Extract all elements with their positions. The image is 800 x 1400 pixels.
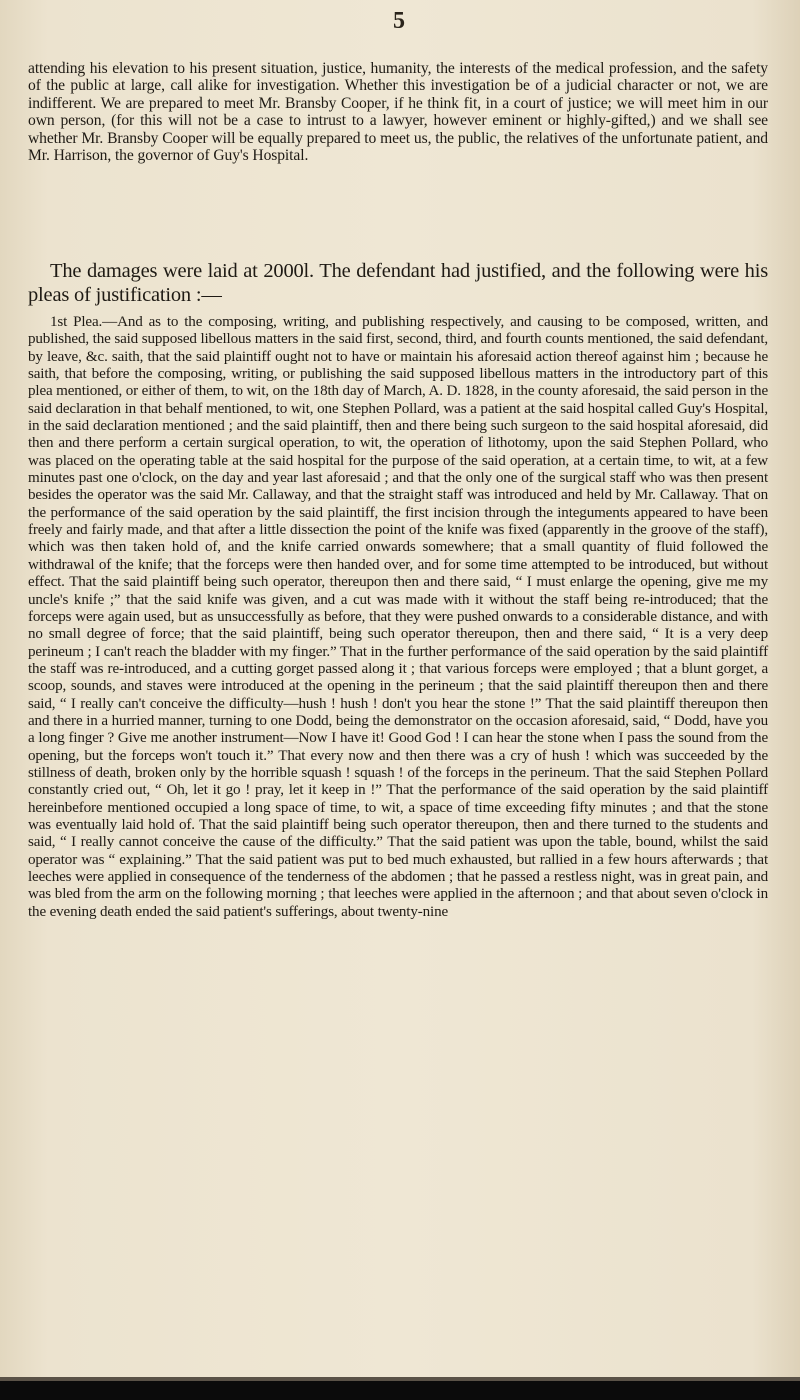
intro-paragraph: attending his elevation to his present situation, justice, humanity, the interests of the medical profession, and the safety of the public at large, call alike for investigation. Whether this investigation be of a judicial character or not, we are indifferent. We are prepared to meet Mr. Bransby Cooper, if he think fit, in a court of justice; we will meet him in our own person, (for this will not be a case to intrust to a lawyer, however eminent or highly-gifted,) and we shall see whether Mr. Bransby Cooper will be equally prepared to meet us, the public, the relatives of the unfortunate patient, and Mr. Harrison, the governor of Guy's Hospital. xyxy=(28,60,768,165)
damages-paragraph: The damages were laid at 2000l. The defendant had justified, and the following were his pleas of justification :— xyxy=(28,260,768,306)
page-number: 5 xyxy=(393,8,405,34)
scan-bottom-border xyxy=(0,1381,800,1400)
plea-paragraph: 1st Plea.—And as to the composing, writing, and publishing respectively, and causing to be composed, written, and published, the said supposed libellous matters in the said first, second, third, and fourth counts mentioned, the said defendant, by leave, &c. saith, that the said plaintiff ought not to have or maintain his aforesaid action thereof against him ; because he saith, that before the composing, writing, or publishing the said supposed libellous matters in the introductory part of this plea mentioned, or either of them, to wit, on the 18th day of March, A. D. 1828, in the county aforesaid, the said person in the said declaration in that behalf mentioned, to wit, one Stephen Pollard, was a patient at the said hospital called Guy's Hospital, in the said declaration mentioned ; and the said plaintiff, then and there being such surgeon to the said hospital aforesaid, did then and there perform a certain surgical operation, to wit, the operation of lithotomy, upon the said Stephen Pollard, who was placed on the operating table at the said hospital for the purpose of the said operation, at a certain time, to wit, at a few minutes past one o'clock, on the day and year last aforesaid ; and that the only one of the surgical staff who was then present besides the operator was the said Mr. Callaway, and that the straight staff was introduced and held by Mr. Callaway. That on the performance of the said operation by the said plaintiff, the first incision through the integuments appeared to have been freely and fairly made, and that after a little dissection the point of the knife was fixed (apparently in the groove of the staff), which was then taken hold of, and the knife carried onwards somewhere; that a small quantity of fluid followed the withdrawal of the knife; that the forceps were then handed over, and for some time attempted to be introduced, but without effect. That the said plaintiff being such operator, thereupon then and there said, “ I must enlarge the opening, give me my uncle's knife ;” that the said knife was given, and a cut was made with it without the staff being re-introduced; that the forceps were again used, but as unsuccessfully as before, that they were pushed onwards to a considerable distance, and with no small degree of force; that the said plaintiff, being such operator thereupon, then and there said, “ It is a very deep perineum ; I can't reach the bladder with my finger.” That in the further performance of the said operation by the said plaintiff the staff was re-introduced, and a cutting gorget passed along it ; that various forceps were employed ; that a blunt gorget, a scoop, sounds, and staves were introduced at the opening in the perineum ; that the said plaintiff thereupon then and there said, “ I really can't conceive the difficulty—hush ! hush ! don't you hear the stone !” That the said plaintiff thereupon then and there in a hurried manner, turning to one Dodd, being the demonstrator on the occasion aforesaid, said, “ Dodd, have you a long finger ? Give me another instrument—Now I have it! Good God ! I can hear the stone when I pass the sound from the opening, but the forceps won't touch it.” That every now and then there was a cry of hush ! which was succeeded by the stillness of death, broken only by the horrible squash ! squash ! of the forceps in the perineum. That the said Stephen Pollard constantly cried out, “ Oh, let it go ! pray, let it keep in !” That the performance of the said operation by the said plaintiff hereinbefore mentioned occupied a long space of time, to wit, a space of time exceeding fifty minutes ; and that the stone was eventually laid hold of. That the said plaintiff being such operator thereupon, then and there turned to the students and said, “ I really cannot conceive the cause of the difficulty.” That the said patient was upon the table, bound, whilst the said operator was “ explaining.” That the said patient was put to bed much exhausted, but rallied in a few hours afterwards ; that leeches were applied in consequence of the tenderness of the abdomen ; that he passed a restless night, was in great pain, and was bled from the arm on the following morning ; that leeches were applied in the afternoon ; and that about seven o'clock in the evening death ended the said patient's sufferings, about twenty-nine xyxy=(28,314,768,920)
